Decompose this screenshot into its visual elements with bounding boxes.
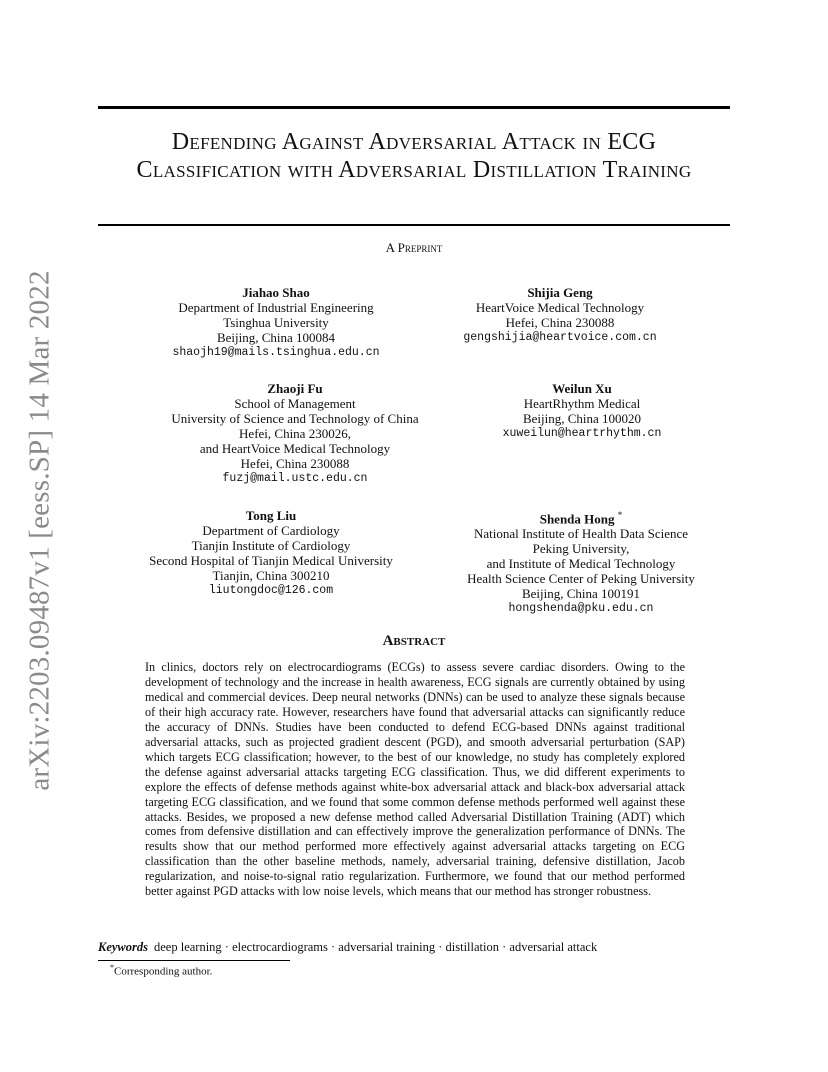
corresponding-author-mark: * bbox=[617, 510, 623, 520]
author-affiliation-line: Tianjin, China 300210 bbox=[212, 568, 330, 583]
author-block-1 bbox=[140, 285, 412, 360]
author-affiliation-line: Beijing, China 100020 bbox=[522, 411, 642, 426]
keywords-label: Keywords bbox=[98, 940, 148, 954]
author-name: Weilun Xu bbox=[552, 381, 612, 396]
keywords-line bbox=[98, 940, 738, 955]
author-block-6 bbox=[440, 508, 722, 616]
author-email: hongshenda@pku.edu.cn bbox=[508, 602, 654, 616]
author-affiliation-line: Health Science Center of Peking University bbox=[467, 571, 695, 587]
author-affiliation-line: HeartRhythm Medical bbox=[523, 396, 641, 411]
author-name: Shenda Hong bbox=[539, 511, 615, 527]
author-affiliation-line: Department of Cardiology bbox=[202, 523, 340, 538]
author-affiliation-line: Peking University, bbox=[532, 541, 630, 557]
arxiv-identifier-text: arXiv:2203.09487v1 [eess.SP] 14 Mar 2022 bbox=[23, 269, 56, 791]
author-affiliation-line: Beijing, China 100191 bbox=[521, 586, 641, 602]
author-name: Zhaoji Fu bbox=[267, 381, 323, 396]
paper-title: Defending Against Adversarial Attack in ECG Classification with Adversarial Distillation Training bbox=[136, 129, 692, 183]
author-email: shaojh19@mails.tsinghua.edu.cn bbox=[172, 346, 380, 359]
author-email: fuzj@mail.ustc.edu.cn bbox=[222, 472, 368, 485]
footnote-text: Corresponding author. bbox=[114, 965, 213, 978]
author-email: gengshijia@heartvoice.com.cn bbox=[463, 331, 657, 344]
author-block-4 bbox=[450, 381, 714, 441]
author-affiliation-line: National Institute of Health Data Science bbox=[473, 526, 689, 542]
author-name: Jiahao Shao bbox=[242, 285, 310, 300]
author-affiliation-line: Hefei, China 230088 bbox=[505, 315, 615, 330]
author-affiliation-line: HeartVoice Medical Technology bbox=[475, 300, 645, 315]
abstract-heading: Abstract bbox=[382, 633, 446, 649]
author-block-2 bbox=[430, 285, 690, 345]
author-affiliation-line: Hefei, China 230088 bbox=[240, 456, 350, 471]
keywords-list: deep learning · electrocardiograms · adversarial training · distillation · adversarial attack bbox=[154, 940, 598, 954]
footnote-mark: * bbox=[110, 963, 114, 972]
author-affiliation-line: School of Management bbox=[234, 396, 356, 411]
preprint-label: A Preprint bbox=[385, 240, 443, 255]
author-email: xuweilun@heartrhythm.cn bbox=[502, 427, 662, 440]
footnote bbox=[110, 963, 212, 978]
author-affiliation-line: Hefei, China 230026, bbox=[239, 426, 351, 441]
title-top-rule bbox=[98, 106, 730, 109]
author-affiliation-line: Beijing, China 100084 bbox=[216, 330, 336, 345]
author-affiliation-line: Department of Industrial Engineering bbox=[178, 300, 374, 315]
author-affiliation-line: Tsinghua University bbox=[223, 315, 329, 330]
author-affiliation-line: Tianjin Institute of Cardiology bbox=[191, 538, 351, 553]
author-affiliation-line: and HeartVoice Medical Technology bbox=[199, 441, 391, 456]
footnote-rule bbox=[98, 960, 290, 961]
arxiv-identifier-stamp bbox=[20, 269, 60, 791]
author-affiliation-line: University of Science and Technology of China bbox=[171, 411, 419, 426]
abstract-body: In clinics, doctors rely on electrocardiograms (ECGs) to assess severe cardiac disorders. Owing to the development of technology and the increase in health awareness, ECG signals are currently obtained by using medical and commercial devices. Deep neural networks (DNNs) can be used to analyze these signals because of their high accuracy rate. However, researchers have found that adversarial attacks can significantly reduce the accuracy of DNNs. Studies have been conducted to defend ECG-based DNNs against traditional adversarial attacks, such as projected gradient descent (PGD), and smooth adversarial perturbation (SAP) which targets ECG classification; however, to the best of our knowledge, no study has completely explored the defense against adversarial attacks targeting ECG classification. Thus, we did different experiments to explore the effects of defense methods against white-box adversarial attack and black-box adversarial attack targeting ECG classification, and we found that some common defense methods performed well against these attacks. Besides, we proposed a new defense method called Adversarial Distillation Training (ADT) which comes from defensive distillation and can effectively improve the generalization performance of DNNs. The results show that our method performed more effectively against adversarial attacks targeting on ECG classification than the other baseline methods, namely, adversarial training, defensive distillation, Jacob regularization, and noise-to-signal ratio regularization. Furthermore, we found that our method performed better against PGD attacks with low noise levels, which means that our method has stronger robustness. bbox=[145, 660, 685, 899]
author-email: liutongdoc@126.com bbox=[208, 584, 334, 597]
author-affiliation-line: and Institute of Medical Technology bbox=[486, 556, 676, 572]
author-affiliation-line: Second Hospital of Tianjin Medical University bbox=[149, 553, 393, 568]
author-block-5 bbox=[140, 508, 402, 598]
author-name: Tong Liu bbox=[245, 508, 297, 523]
author-name-row bbox=[440, 508, 722, 526]
author-block-3 bbox=[140, 381, 450, 486]
author-name: Shijia Geng bbox=[527, 285, 593, 300]
title-bottom-rule bbox=[98, 224, 730, 226]
